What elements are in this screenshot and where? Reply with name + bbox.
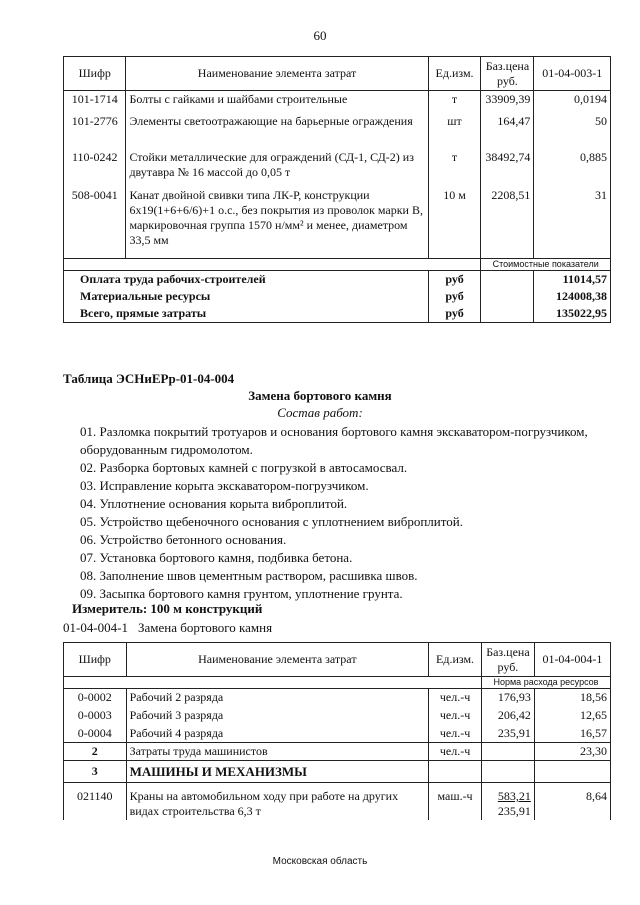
operation-item: 03. Исправление корыта экскаватором-погрузчиком.	[80, 478, 369, 493]
total-unit: руб	[428, 288, 481, 305]
page-number: 60	[313, 28, 327, 43]
cell-name: Болты с гайками и шайбами строительные	[126, 91, 428, 113]
rate-code: 01-04-004-1	[63, 620, 128, 635]
total-unit: руб	[428, 271, 481, 289]
cost-indicators-row	[64, 259, 611, 271]
header-unit: Ед.изм.	[429, 643, 482, 677]
cell-price: 2208,51	[481, 187, 534, 259]
table-header-row	[64, 643, 611, 677]
header-rate: 01-04-003-1	[534, 57, 611, 91]
total-value: 124008,38	[534, 288, 611, 305]
section-row	[64, 761, 611, 783]
cell-name: Элементы светоотражающие на барьерные ограждения	[126, 113, 428, 149]
table-title: Замена бортового камня	[248, 388, 392, 403]
table-row	[64, 783, 611, 821]
cost-indicators-label: Стоимостные показатели	[481, 259, 611, 271]
cell-code: 0-0002	[64, 689, 127, 707]
section-name: МАШИНЫ И МЕХАНИЗМЫ	[126, 761, 429, 783]
norm-label: Норма расхода ресурсов	[481, 677, 610, 689]
cell-price: 235,91	[481, 725, 534, 743]
cell-unit: чел.-ч	[429, 689, 482, 707]
total-name: Материальные ресурсы	[64, 288, 429, 305]
cell-value: 31	[534, 187, 611, 259]
total-value: 11014,57	[534, 271, 611, 289]
cell-unit: т	[428, 91, 481, 113]
table-row	[64, 113, 611, 149]
operation-item: 05. Устройство щебеночного основания с уплотнением виброплитой.	[80, 514, 463, 529]
cost-table-01-04-003-1	[63, 56, 611, 323]
operation-item: 08. Заполнение швов цементным раствором, расшивка швов.	[80, 568, 418, 583]
header-code: Шифр	[64, 57, 126, 91]
cell-value: 0,0194	[534, 91, 611, 113]
total-row	[64, 305, 611, 323]
cell-price: 38492,74	[481, 149, 534, 187]
table-row	[64, 689, 611, 707]
cell-price: 206,42	[481, 707, 534, 725]
cell-price: 176,93	[481, 689, 534, 707]
table-row	[64, 149, 611, 187]
price-bottom: 235,91	[497, 804, 531, 818]
cell-unit: чел.-ч	[429, 707, 482, 725]
operation-item: 01. Разломка покрытий тротуаров и основания бортового камня экскаватором-погрузчиком, оборудованным гидромолотом.	[80, 424, 588, 457]
cell-code: 110-0242	[64, 149, 126, 187]
section-unit: чел.-ч	[429, 743, 482, 761]
cell-code: 021140	[64, 783, 127, 821]
price-top: 583,21	[497, 789, 531, 803]
operation-item: 09. Засыпка бортового камня грунтом, уплотнение грунта.	[80, 586, 403, 601]
total-row	[64, 288, 611, 305]
operations-list	[80, 423, 600, 603]
section-code: 3	[64, 761, 127, 783]
cell-price	[481, 783, 534, 821]
cell-value: 12,65	[534, 707, 610, 725]
cell-name: Рабочий 3 разряда	[126, 707, 429, 725]
page-footer: Московская область	[272, 856, 368, 867]
table-row	[64, 725, 611, 743]
total-row	[64, 271, 611, 289]
operation-item: 02. Разборка бортовых камней с погрузкой в автосамосвал.	[80, 460, 408, 475]
cost-table-01-04-004-1	[63, 642, 611, 820]
header-rate: 01-04-004-1	[534, 643, 610, 677]
cell-code: 101-2776	[64, 113, 126, 149]
cell-code: 0-0003	[64, 707, 127, 725]
total-name: Оплата труда рабочих-строителей	[64, 271, 429, 289]
section-name: Затраты труда машинистов	[126, 743, 429, 761]
section-row	[64, 743, 611, 761]
section-value: 23,30	[534, 743, 610, 761]
rate-code-line	[63, 620, 272, 636]
table-row	[64, 707, 611, 725]
cell-unit: шт	[428, 113, 481, 149]
cell-code: 508-0041	[64, 187, 126, 259]
measurer: Измеритель: 100 м конструкций	[72, 601, 263, 616]
header-name: Наименование элемента затрат	[126, 643, 429, 677]
cell-value: 0,885	[534, 149, 611, 187]
cell-unit: чел.-ч	[429, 725, 482, 743]
cell-value: 8,64	[534, 783, 610, 821]
cell-value: 16,57	[534, 725, 610, 743]
cell-name: Канат двойной свивки типа ЛК-Р, конструкции 6х19(1+6+6/6)+1 о.с., без покрытия из проволок марки В, маркировочная группа 1570 н/мм² и менее, диаметром 33,5 мм	[126, 187, 428, 259]
cell-unit: т	[428, 149, 481, 187]
cell-code: 101-1714	[64, 91, 126, 113]
total-unit: руб	[428, 305, 481, 323]
cell-unit: маш.-ч	[429, 783, 482, 821]
operation-item: 04. Уплотнение основания корыта виброплитой.	[80, 496, 348, 511]
table-row	[64, 91, 611, 113]
total-value: 135022,95	[534, 305, 611, 323]
header-name: Наименование элемента затрат	[126, 57, 428, 91]
header-code: Шифр	[64, 643, 127, 677]
cell-name: Рабочий 2 разряда	[126, 689, 429, 707]
header-price: Баз.цена руб.	[481, 643, 534, 677]
cell-unit: 10 м	[428, 187, 481, 259]
cell-value: 18,56	[534, 689, 610, 707]
cell-name: Рабочий 4 разряда	[126, 725, 429, 743]
header-unit: Ед.изм.	[428, 57, 481, 91]
cell-name: Краны на автомобильном ходу при работе на других видах строительства 6,3 т	[126, 783, 429, 821]
header-price: Баз.цена руб.	[481, 57, 534, 91]
cell-name: Стойки металлические для ограждений (СД-1, СД-2) из двутавра № 16 массой до 0,05 т	[126, 149, 428, 187]
table-header-row	[64, 57, 611, 91]
cell-code: 0-0004	[64, 725, 127, 743]
cell-price: 164,47	[481, 113, 534, 149]
norm-row	[64, 677, 611, 689]
rate-name: Замена бортового камня	[138, 620, 273, 635]
total-name: Всего, прямые затраты	[64, 305, 429, 323]
table-id: Таблица ЭСНиЕРр-01-04-004	[63, 371, 235, 386]
section-code: 2	[64, 743, 127, 761]
operation-item: 07. Установка бортового камня, подбивка бетона.	[80, 550, 353, 565]
cell-value: 50	[534, 113, 611, 149]
operation-item: 06. Устройство бетонного основания.	[80, 532, 287, 547]
cell-price: 33909,39	[481, 91, 534, 113]
table-row	[64, 187, 611, 259]
work-composition-title: Состав работ:	[277, 405, 363, 420]
